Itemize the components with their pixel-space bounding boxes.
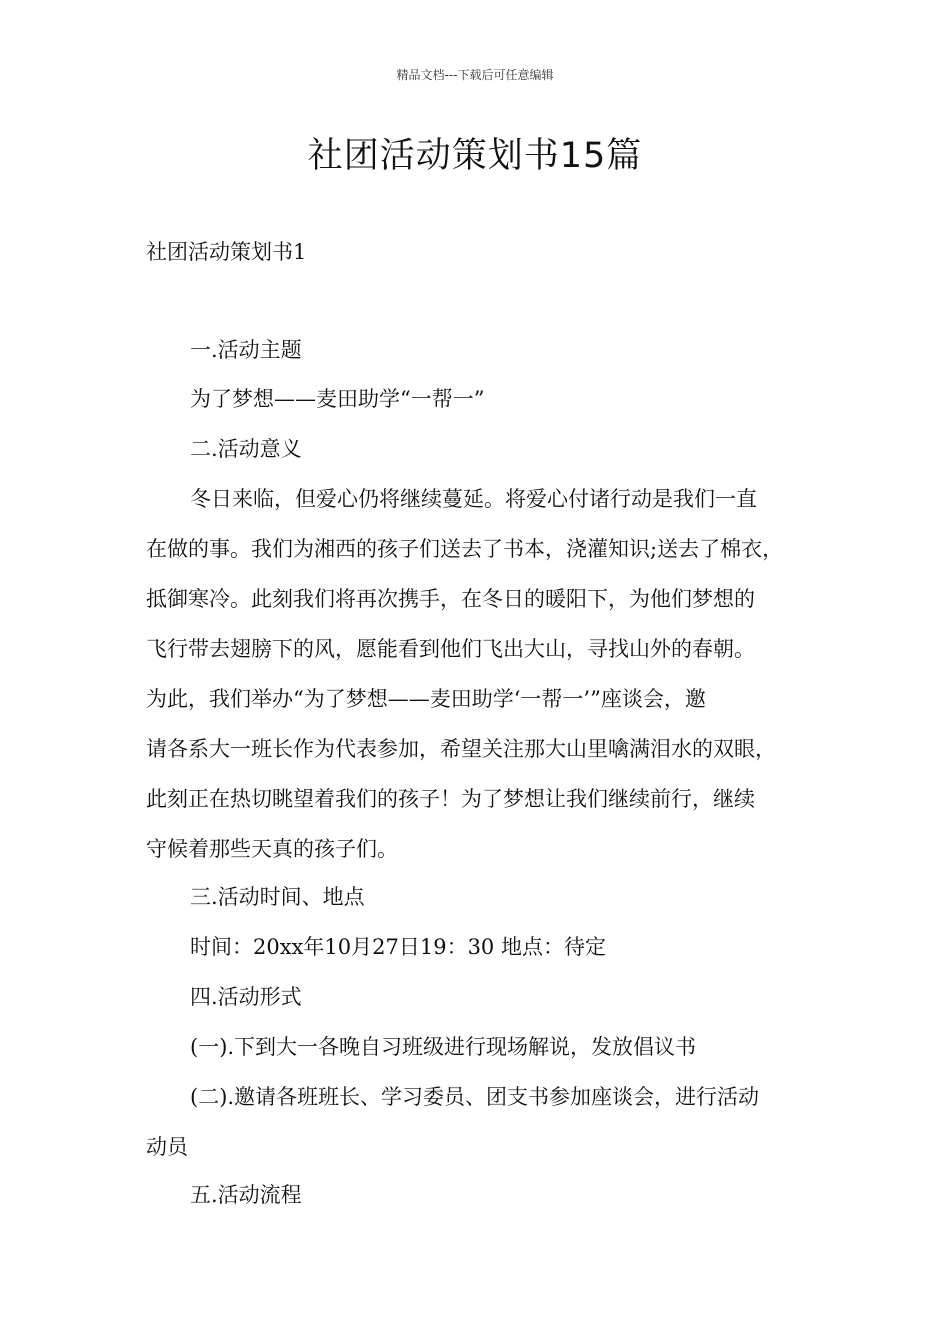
section-heading-process: 五.活动流程 xyxy=(190,1183,302,1207)
form-item-2-continued: 动员 xyxy=(146,1135,188,1159)
section-heading-theme: 一.活动主题 xyxy=(190,338,302,362)
theme-text: 为了梦想——麦田助学“一帮一” xyxy=(190,387,485,411)
paragraph-line: 守候着那些天真的孩子们。 xyxy=(146,837,398,861)
section-heading-significance: 二.活动意义 xyxy=(190,437,302,461)
time-place-text: 时间：20xx年10月27日19：30 地点：待定 xyxy=(190,935,606,959)
paragraph-line: 为此，我们举办“为了梦想——麦田助学‘一帮一’”座谈会，邀 xyxy=(146,687,706,711)
document-title: 社团活动策划书15篇 xyxy=(307,136,643,176)
paragraph-line: 此刻正在热切眺望着我们的孩子！为了梦想让我们继续前行，继续 xyxy=(146,787,755,811)
subtitle-heading: 社团活动策划书1 xyxy=(146,240,307,264)
section-heading-form: 四.活动形式 xyxy=(190,985,302,1009)
form-item-1: (一).下到大一各晚自习班级进行现场解说，发放倡议书 xyxy=(190,1035,697,1059)
paragraph-line: 请各系大一班长作为代表参加，希望关注那大山里噙满泪水的双眼， xyxy=(146,737,776,761)
page-header-note: 精品文档---下载后可任意编辑 xyxy=(396,68,554,82)
section-heading-time-place: 三.活动时间、地点 xyxy=(190,885,365,909)
form-item-2: (二).邀请各班班长、学习委员、团支书参加座谈会，进行活动 xyxy=(190,1085,760,1109)
paragraph-line: 冬日来临，但爱心仍将继续蔓延。将爱心付诸行动是我们一直 xyxy=(190,487,757,511)
paragraph-line: 在做的事。我们为湘西的孩子们送去了书本，浇灌知识;送去了棉衣， xyxy=(146,537,784,561)
paragraph-line: 飞行带去翅膀下的风，愿能看到他们飞出大山，寻找山外的春朝。 xyxy=(146,637,755,661)
paragraph-line: 抵御寒冷。此刻我们将再次携手，在冬日的暖阳下，为他们梦想的 xyxy=(146,587,755,611)
